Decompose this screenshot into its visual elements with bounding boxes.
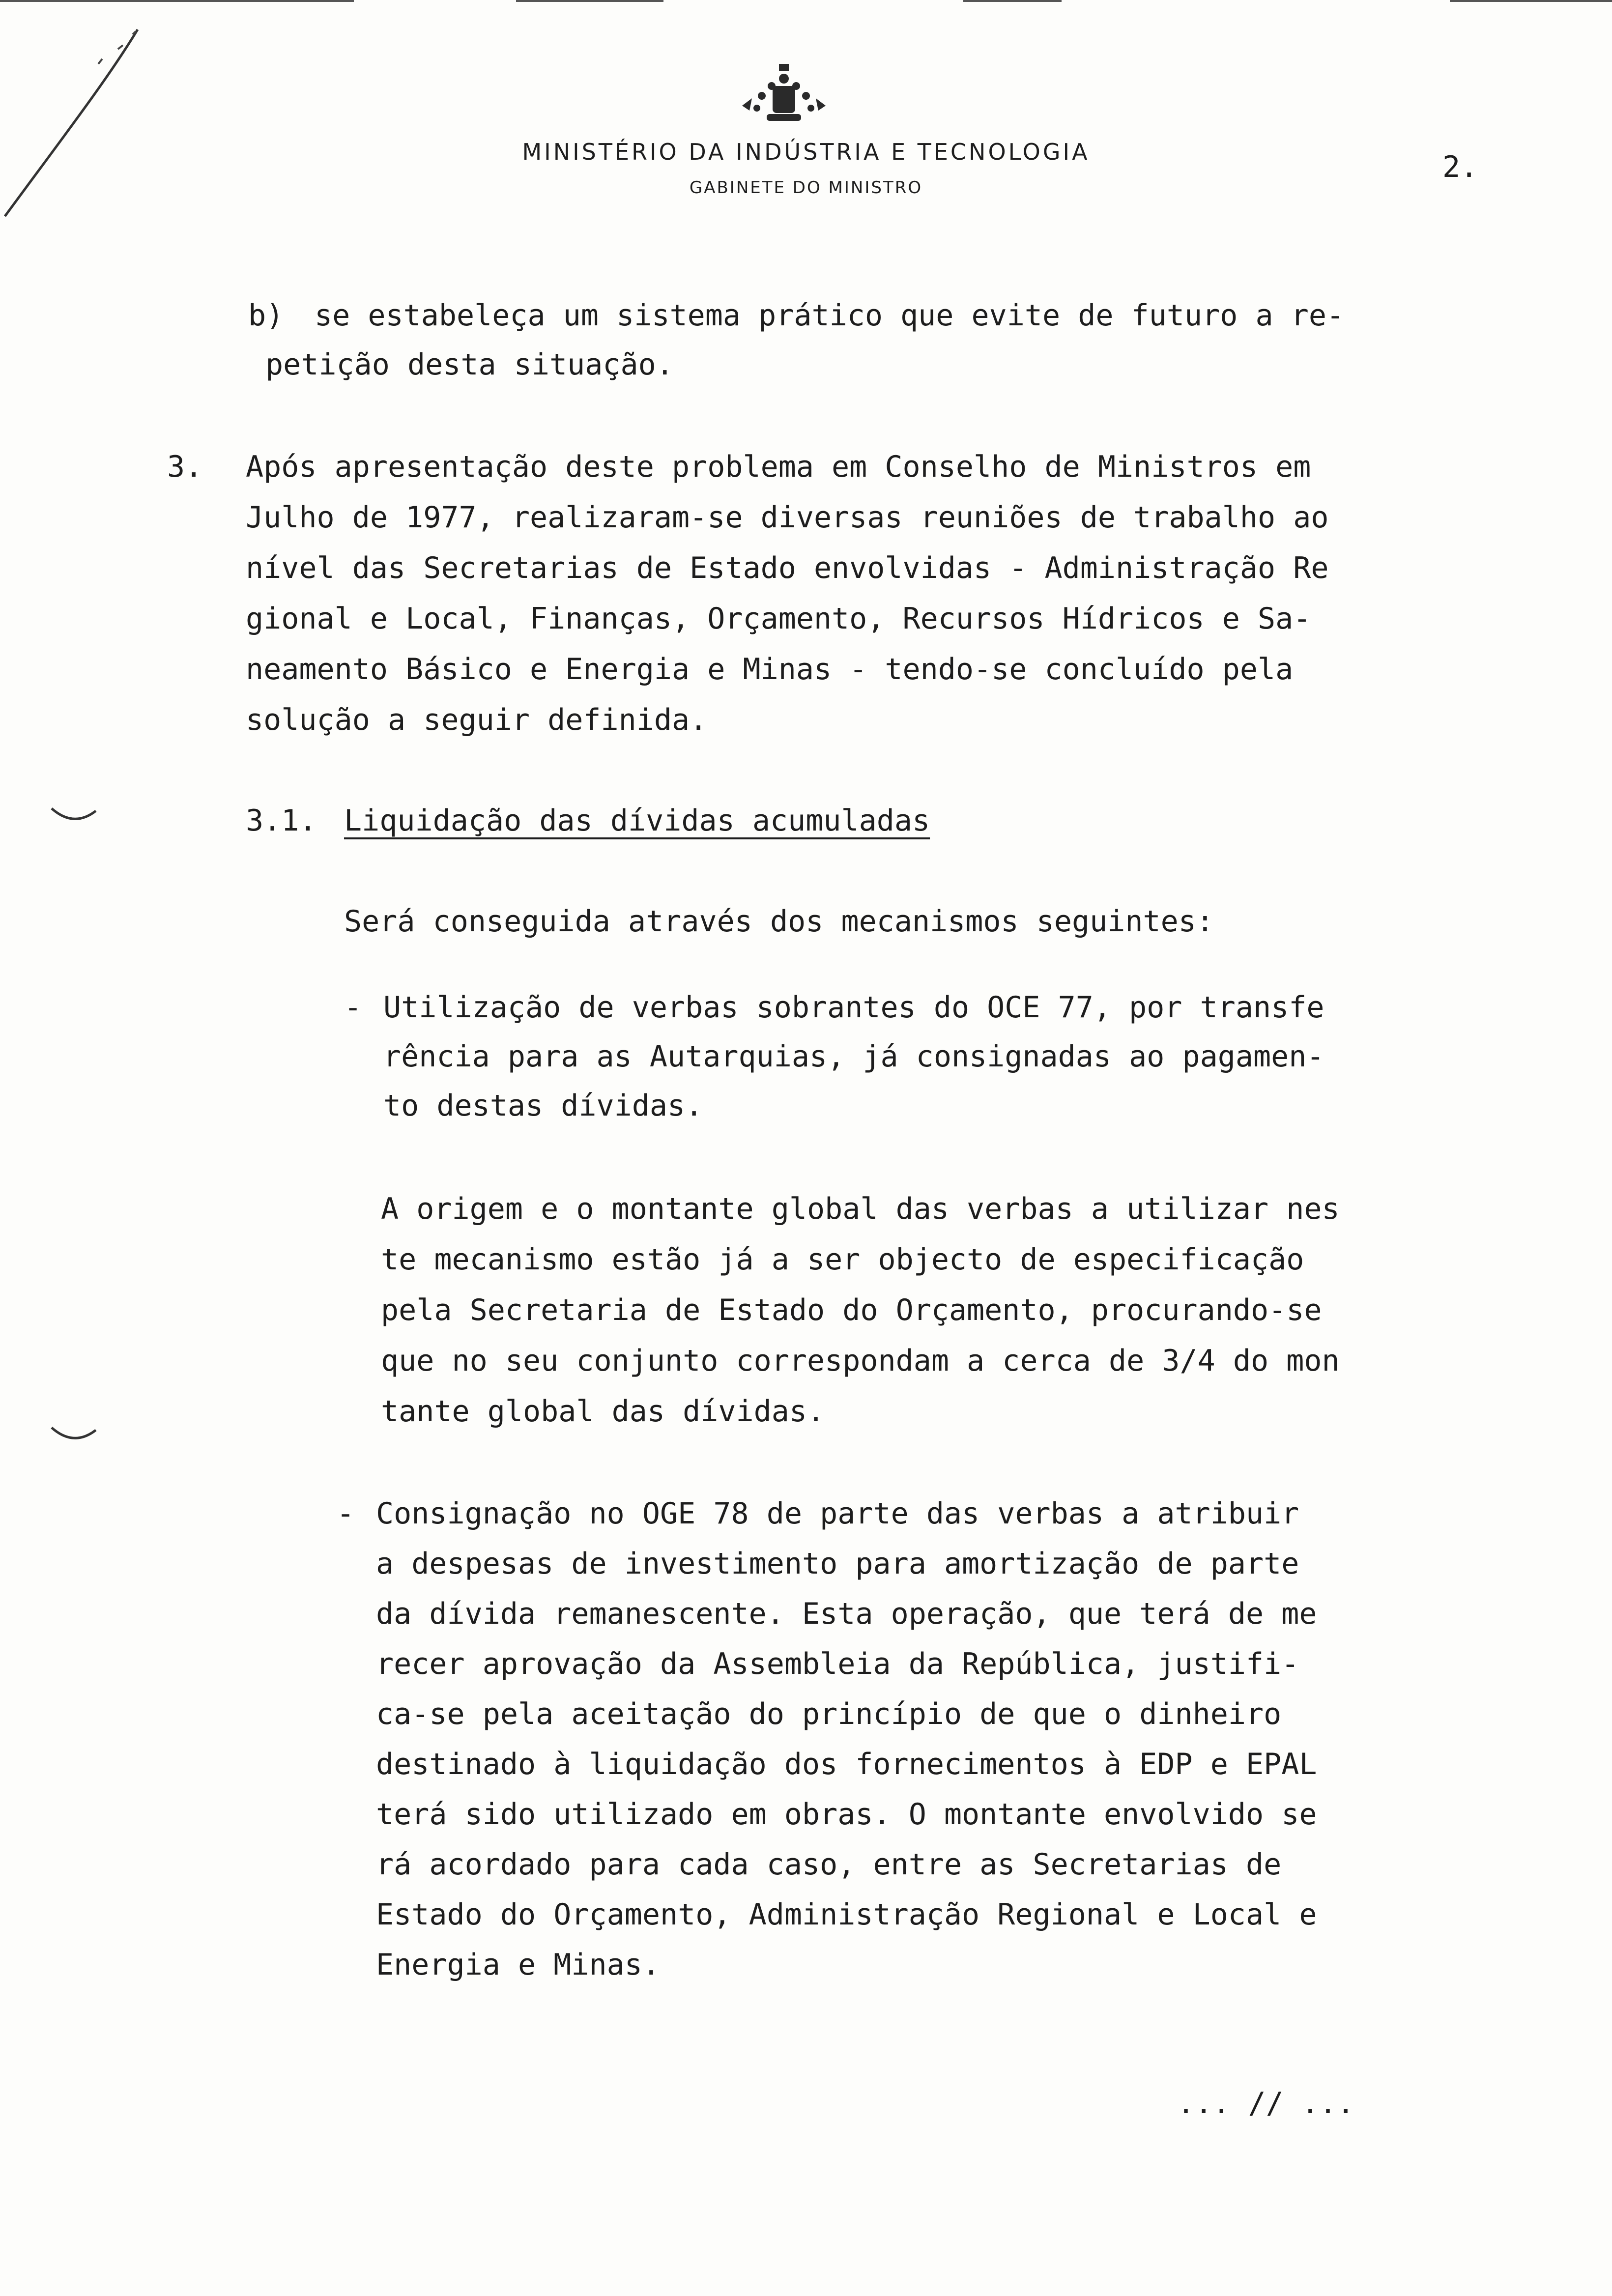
- section-3-line: Julho de 1977, realizaram-se diversas reuniões de trabalho ao: [246, 500, 1329, 535]
- bullet-1-line: rência para as Autarquias, já consignadas ao pagamen-: [383, 1039, 1324, 1074]
- subsection-3-1-marker: 3.1.: [246, 804, 317, 838]
- subsection-3-1-title: Liquidação das dívidas acumuladas: [344, 804, 930, 838]
- paragraph-b-line: petição desta situação.: [265, 347, 674, 382]
- scan-edge-line: [1450, 0, 1612, 2]
- bullet-2-dash: -: [337, 1496, 355, 1531]
- subsection-3-1-intro: Será conseguida através dos mecanismos seguintes:: [344, 904, 1214, 939]
- bullet-1-line: Utilização de verbas sobrantes do OCE 77, por transfe: [383, 990, 1324, 1025]
- margin-mark: [49, 1425, 98, 1445]
- ministry-name: MINISTÉRIO DA INDÚSTRIA E TECNOLOGIA: [522, 139, 1090, 165]
- bullet-2-line: Estado do Orçamento, Administração Regional e Local e: [376, 1897, 1317, 1932]
- continuation-mark: ... // ...: [1177, 2086, 1355, 2121]
- section-3-line: Após apresentação deste problema em Conselho de Ministros em: [246, 450, 1311, 484]
- bullet-1-note-line: A origem e o montante global das verbas a utilizar nes: [381, 1192, 1340, 1226]
- section-3-line: neamento Básico e Energia e Minas - tendo-se concluído pela: [246, 652, 1294, 687]
- paragraph-b-marker: b): [248, 298, 284, 333]
- bullet-2-line: da dívida remanescente. Esta operação, que terá de me: [376, 1597, 1317, 1631]
- section-3-line: gional e Local, Finanças, Orçamento, Recursos Hídricos e Sa-: [246, 602, 1311, 636]
- bullet-2-line: terá sido utilizado em obras. O montante envolvido se: [376, 1797, 1317, 1832]
- page-number: 2.: [1442, 150, 1478, 184]
- margin-mark: [49, 806, 98, 826]
- bullet-2-line: a despesas de investimento para amortização de parte: [376, 1547, 1299, 1581]
- coat-of-arms-emblem: [732, 59, 835, 133]
- section-3-line: solução a seguir definida.: [246, 703, 708, 737]
- bullet-1-note-line: te mecanismo estão já a ser objecto de especificação: [381, 1242, 1304, 1277]
- section-3-marker: 3.: [167, 450, 203, 484]
- bullet-2-line: ca-se pela aceitação do princípio de que o dinheiro: [376, 1697, 1282, 1731]
- scan-edge-line: [963, 0, 1062, 2]
- bullet-1-dash: -: [344, 990, 362, 1025]
- bullet-1-note-line: que no seu conjunto correspondam a cerca de 3/4 do mon: [381, 1344, 1340, 1378]
- bullet-1-note-line: pela Secretaria de Estado do Orçamento, procurando-se: [381, 1293, 1322, 1327]
- cabinet-name: GABINETE DO MINISTRO: [689, 178, 923, 198]
- scan-edge-line: [0, 0, 354, 2]
- paragraph-b-line: se estabeleça um sistema prático que evite de futuro a re-: [315, 298, 1345, 333]
- bullet-2-line: Consignação no OGE 78 de parte das verbas a atribuir: [376, 1496, 1299, 1531]
- bullet-2-line: rá acordado para cada caso, entre as Secretarias de: [376, 1847, 1282, 1882]
- bullet-2-line: recer aprovação da Assembleia da República, justifi-: [376, 1647, 1299, 1681]
- bullet-2-line: Energia e Minas.: [376, 1948, 660, 1982]
- bullet-1-note-line: tante global das dívidas.: [381, 1394, 825, 1429]
- bullet-1-line: to destas dívidas.: [383, 1089, 703, 1123]
- section-3-line: nível das Secretarias de Estado envolvidas - Administração Re: [246, 551, 1329, 585]
- bullet-2-line: destinado à liquidação dos fornecimentos à EDP e EPAL: [376, 1747, 1317, 1781]
- scan-edge-line: [516, 0, 663, 2]
